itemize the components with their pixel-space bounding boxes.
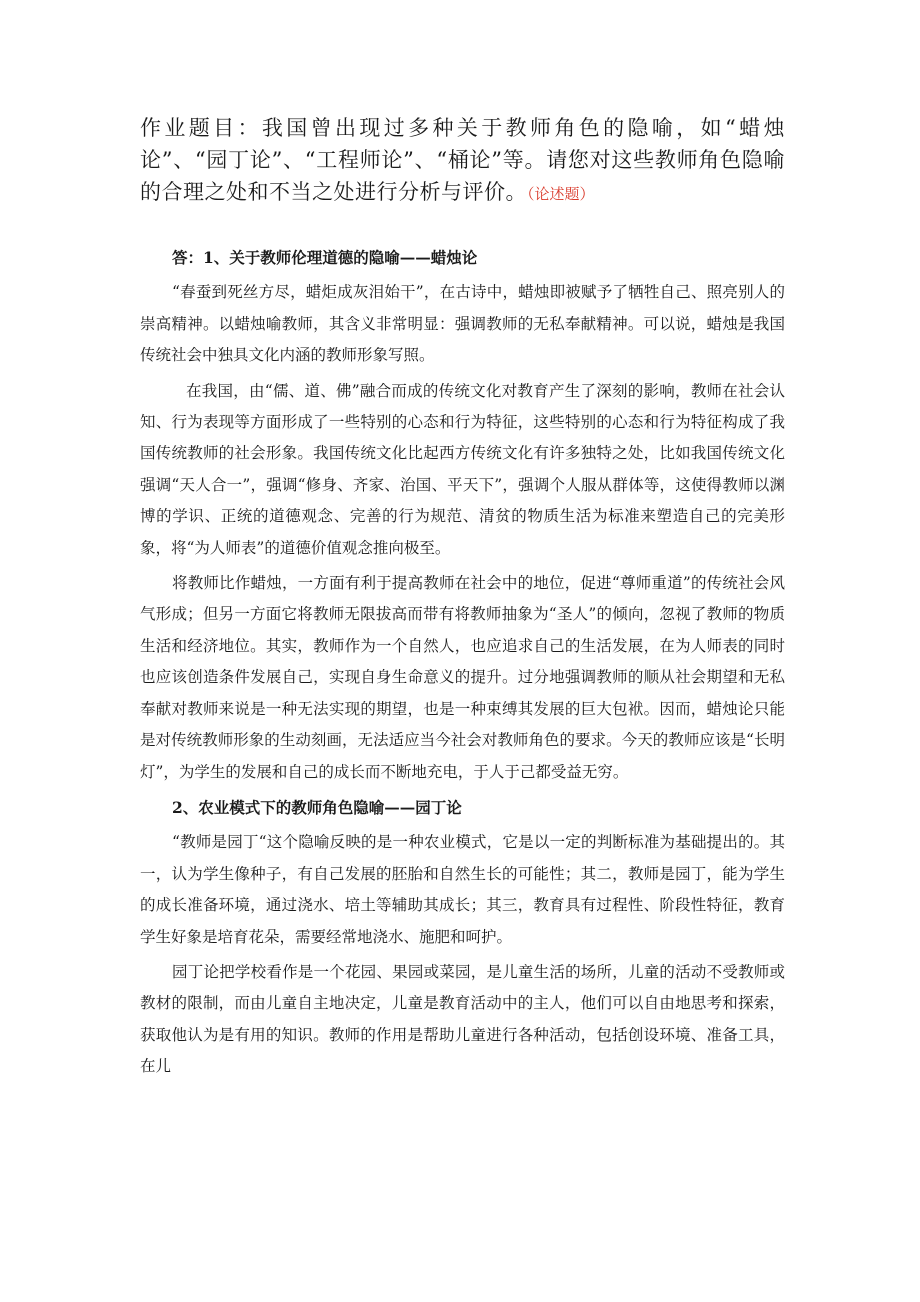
section-heading-candle: 答：1、关于教师伦理道德的隐喻——蜡烛论 bbox=[172, 248, 478, 267]
question-text: 作业题目：我国曾出现过多种关于教师角色的隐喻，如“蜡烛论”、“园丁论”、“工程师论”、“桶论”等。请您对这些教师角色隐喻的合理之处和不当之处进行分析与评价。 bbox=[140, 116, 785, 204]
paragraph-candle-evaluation: 将教师比作蜡烛，一方面有利于提高教师在社会中的地位，促进“尊师重道”的传统社会风气形成；但另一方面它将教师无限拔高而带有将教师抽象为“圣人”的倾向，忽视了教师的物质生活和经济地位。其实，教师作为一个自然人，也应追求自己的生活发展，在为人师表的同时也应该创造条件发展自己，实现自身生命意义的提升。过分地强调教师的顺从社会期望和无私奉献对教师来说是一种无法实现的期望，也是一种束缚其发展的巨大包袱。因而，蜡烛论只能是对传统教师形象的生动刻画，无法适应当今社会对教师角色的要求。今天的教师应该是“长明灯”，为学生的发展和自己的成长而不断地充电，于人于己都受益无穷。 bbox=[140, 574, 785, 781]
paragraph-candle-intro: “春蚕到死丝方尽，蜡炬成灰泪始干”，在古诗中，蜡烛即被赋予了牺牲自己、照亮别人的崇高精神。以蜡烛喻教师，其含义非常明显：强调教师的无私奉献精神。可以说，蜡烛是我国传统社会中独具文化内涵的教师形象写照。 bbox=[140, 283, 785, 365]
paragraph-gardener-intro: “教师是园丁“这个隐喻反映的是一种农业模式，它是以一定的判断标准为基础提出的。其一，认为学生像种子，有自己发展的胚胎和自然生长的可能性；其二，教师是园丁，能为学生的成长准备环境，通过浇水、培土等辅助其成长；其三，教育具有过程性、阶段性特征，教育学生好象是培育花朵，需要经常地浇水、施肥和呵护。 bbox=[140, 833, 785, 946]
question-type-tag: （论述题） bbox=[527, 185, 595, 203]
paragraph-traditional-culture: 在我国，由“儒、道、佛”融合而成的传统文化对教育产生了深刻的影响，教师在社会认知、行为表现等方面形成了一些特别的心态和行为特征，这些特别的心态和行为特征构成了我国传统教师的社会形象。我国传统文化比起西方传统文化有许多独特之处，比如我国传统文化强调“天人合一”，强调“修身、齐家、治国、平天下”，强调个人服从群体等，这使得教师以渊博的学识、正统的道德观念、完善的行为规范、清贫的物质生活为标准来塑造自己的完美形象，将“为人师表”的道德价值观念推向极至。 bbox=[140, 381, 785, 557]
paragraph-gardener-school: 园丁论把学校看作是一个花园、果园或菜园，是儿童生活的场所，儿童的活动不受教师或教材的限制，而由儿童自主地决定，儿童是教育活动中的主人，他们可以自由地思考和探索，获取他认为是有用的知识。教师的作用是帮助儿童进行各种活动，包括创设环境、准备工具，在儿 bbox=[140, 962, 785, 1076]
answer-body bbox=[140, 242, 785, 1083]
section-heading-gardener: 2、农业模式下的教师角色隐喻——园丁论 bbox=[172, 797, 462, 817]
assignment-question bbox=[140, 112, 785, 210]
